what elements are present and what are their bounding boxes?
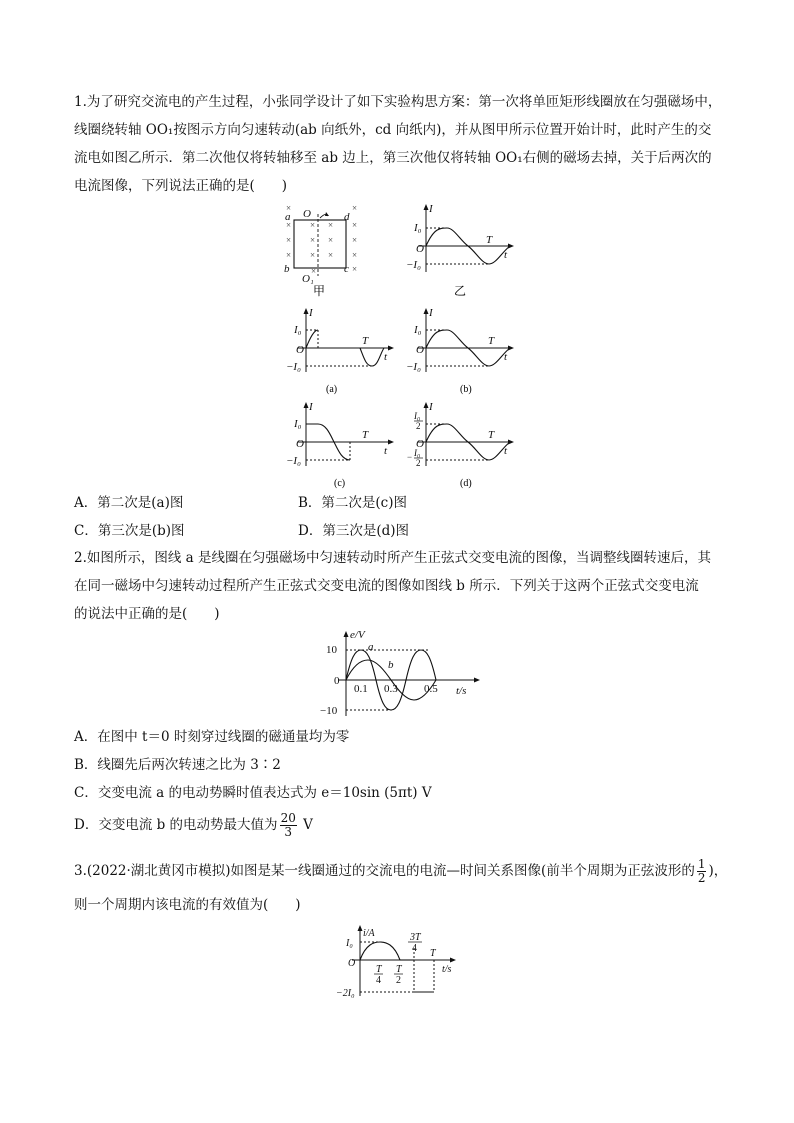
svg-text:0.5: 0.5 xyxy=(424,683,438,695)
q1-option-b[interactable]: B．第二次是(c)图 xyxy=(298,495,408,511)
svg-text:−2I₀: −2I₀ xyxy=(336,988,355,999)
svg-text:t: t xyxy=(504,351,508,363)
svg-text:4: 4 xyxy=(412,943,417,954)
svg-text:T: T xyxy=(376,964,382,975)
svg-text:×: × xyxy=(311,266,317,276)
question-1-stem xyxy=(74,88,724,200)
svg-text:×: × xyxy=(352,250,358,260)
q1-figure-jia xyxy=(278,200,368,298)
svg-text:I₀: I₀ xyxy=(294,324,302,336)
q3-stem-line-1: 3.(2022·湖北黄冈市模拟)如图是某一线圈通过的交流电的电流—时间关系图像(前半个周期为正弦波形的 $\frac{1}{2}$ )， xyxy=(74,857,728,885)
label-a: a xyxy=(285,211,291,223)
q1-stem-line-3: 流电如图乙所示．第二次他仅将转轴移至 ab 边上，第三次他仅将转轴 OO₁右侧的磁场去掉，关于后两次的 xyxy=(74,150,712,166)
svg-text:O: O xyxy=(416,243,424,255)
q1-figure-d xyxy=(402,400,522,490)
svg-text:I: I xyxy=(309,307,313,319)
svg-text:−I₀: −I₀ xyxy=(406,361,421,373)
q1-stem-line-1: 1.为了研究交流电的产生过程，小张同学设计了如下实验构思方案：第一次将单匝矩形线圈放在匀强磁场中， xyxy=(74,94,722,110)
svg-text:i/A: i/A xyxy=(363,928,375,939)
svg-text:t/s: t/s xyxy=(456,685,467,697)
svg-text:I₀: I₀ xyxy=(414,324,422,336)
svg-text:t/s: t/s xyxy=(442,964,452,975)
svg-text:I₀: I₀ xyxy=(346,938,353,949)
label-c: c xyxy=(344,263,349,275)
svg-text:O: O xyxy=(296,438,304,450)
svg-text:×: × xyxy=(286,220,292,230)
q1-figure-c xyxy=(282,400,402,490)
label-O: O xyxy=(303,208,311,220)
label-b: b xyxy=(284,263,290,275)
svg-text:×: × xyxy=(310,250,316,260)
q2-figure xyxy=(310,628,490,724)
svg-text:−I₀: −I₀ xyxy=(406,259,421,271)
svg-text:I: I xyxy=(429,401,433,413)
svg-text:×: × xyxy=(352,235,358,245)
q1-option-d[interactable]: D．第三次是(d)图 xyxy=(298,523,409,539)
svg-text:T: T xyxy=(486,234,493,246)
svg-text:0.1: 0.1 xyxy=(354,683,368,695)
svg-text:(b): (b) xyxy=(460,384,472,395)
q2-option-c[interactable]: C．交变电流 a 的电动势瞬时值表达式为 e＝10sin (5πt) V xyxy=(74,785,432,801)
q2-stem-line-1: 2.如图所示，图线 a 是线圈在匀强磁场中匀速转动时所产生正弦式交变电流的图像，当调整线圈转速后，其 xyxy=(74,550,712,566)
svg-text:×: × xyxy=(286,250,292,260)
svg-text:I₀: I₀ xyxy=(414,411,421,421)
svg-text:×: × xyxy=(286,235,292,245)
svg-text:3T: 3T xyxy=(410,932,421,943)
svg-text:e/V: e/V xyxy=(350,629,365,641)
svg-text:2: 2 xyxy=(396,975,401,986)
svg-text:T: T xyxy=(430,948,436,959)
svg-text:×: × xyxy=(328,235,334,245)
label-O1: O₁ xyxy=(302,273,314,285)
svg-text:I₀: I₀ xyxy=(414,448,421,458)
svg-text:0.3: 0.3 xyxy=(384,683,398,695)
svg-text:×: × xyxy=(286,203,292,213)
coil-rectangle xyxy=(294,220,346,268)
svg-text:t: t xyxy=(504,445,508,457)
svg-text:×: × xyxy=(310,220,316,230)
caption-jia: 甲 xyxy=(313,284,326,298)
svg-text:×: × xyxy=(352,220,358,230)
svg-text:×: × xyxy=(328,220,334,230)
caption-yi: 乙 xyxy=(454,284,467,298)
q2-option-b[interactable]: B．线圈先后两次转速之比为 3∶2 xyxy=(74,757,281,773)
svg-text:I: I xyxy=(309,401,313,413)
svg-text:−I₀: −I₀ xyxy=(286,361,301,373)
q2-option-d[interactable]: D．交变电流 b 的电动势最大值为 $\frac{20}{3}$ V xyxy=(74,811,313,839)
label-d: d xyxy=(344,211,350,223)
svg-text:O: O xyxy=(416,344,424,356)
q1-stem-line-4: 电流图像，下列说法正确的是( ) xyxy=(74,178,288,194)
svg-text:−I₀: −I₀ xyxy=(286,455,301,467)
svg-text:×: × xyxy=(352,264,358,274)
q3-figure xyxy=(330,922,470,1002)
svg-text:T: T xyxy=(362,429,369,441)
svg-text:−: − xyxy=(407,452,413,462)
svg-text:I: I xyxy=(429,203,433,215)
q2-stem-line-2: 在同一磁场中匀速转动过程所产生正弦式交变电流的图像如图线 b 所示．下列关于这两个正弦式交变电流 xyxy=(74,578,699,594)
svg-text:(a): (a) xyxy=(326,384,338,395)
q1-figure-yi xyxy=(398,200,518,300)
svg-text:t: t xyxy=(384,351,388,363)
svg-text:10: 10 xyxy=(326,644,337,656)
svg-text:t: t xyxy=(384,445,388,457)
q1-figure-a xyxy=(282,306,402,396)
svg-text:T: T xyxy=(396,964,402,975)
svg-text:×: × xyxy=(352,203,358,213)
svg-text:T: T xyxy=(362,335,369,347)
svg-text:I₀: I₀ xyxy=(294,418,302,430)
svg-text:O: O xyxy=(296,344,304,356)
svg-text:0: 0 xyxy=(334,675,340,687)
q1-stem-line-2: 线圈绕转轴 OO₁按图示方向匀速转动(ab 向纸外，cd 向纸内)，并从图甲所示位置开始计时，此时产生的交 xyxy=(74,122,712,138)
svg-text:T: T xyxy=(488,429,495,441)
q2-option-a[interactable]: A．在图中 t＝0 时刻穿过线圈的磁通量均为零 xyxy=(74,729,350,745)
label-curve-b: b xyxy=(388,659,394,671)
svg-text:O: O xyxy=(416,438,424,450)
svg-text:I: I xyxy=(429,307,433,319)
q1-option-c[interactable]: C．第三次是(b)图 xyxy=(74,523,185,539)
svg-text:−10: −10 xyxy=(320,705,338,717)
svg-text:I₀: I₀ xyxy=(414,222,422,234)
arrow-head-icon xyxy=(325,212,329,216)
svg-text:O: O xyxy=(348,958,356,969)
svg-text:t: t xyxy=(504,249,508,261)
svg-text:(d): (d) xyxy=(460,478,472,489)
q1-option-a[interactable]: A．第二次是(a)图 xyxy=(74,495,184,511)
svg-text:2: 2 xyxy=(416,421,421,431)
q2-stem-line-3: 的说法中正确的是( ) xyxy=(74,606,220,622)
question-2-stem xyxy=(74,544,724,628)
q3-stem-line-2: 则一个周期内该电流的有效值为( ) xyxy=(74,897,301,913)
label-curve-a: a xyxy=(368,641,374,653)
svg-text:(c): (c) xyxy=(334,478,346,489)
svg-text:T: T xyxy=(488,335,495,347)
svg-text:×: × xyxy=(310,235,316,245)
svg-text:×: × xyxy=(328,250,334,260)
svg-text:2: 2 xyxy=(416,458,421,468)
svg-text:4: 4 xyxy=(376,975,381,986)
q1-figure-b xyxy=(402,306,522,396)
